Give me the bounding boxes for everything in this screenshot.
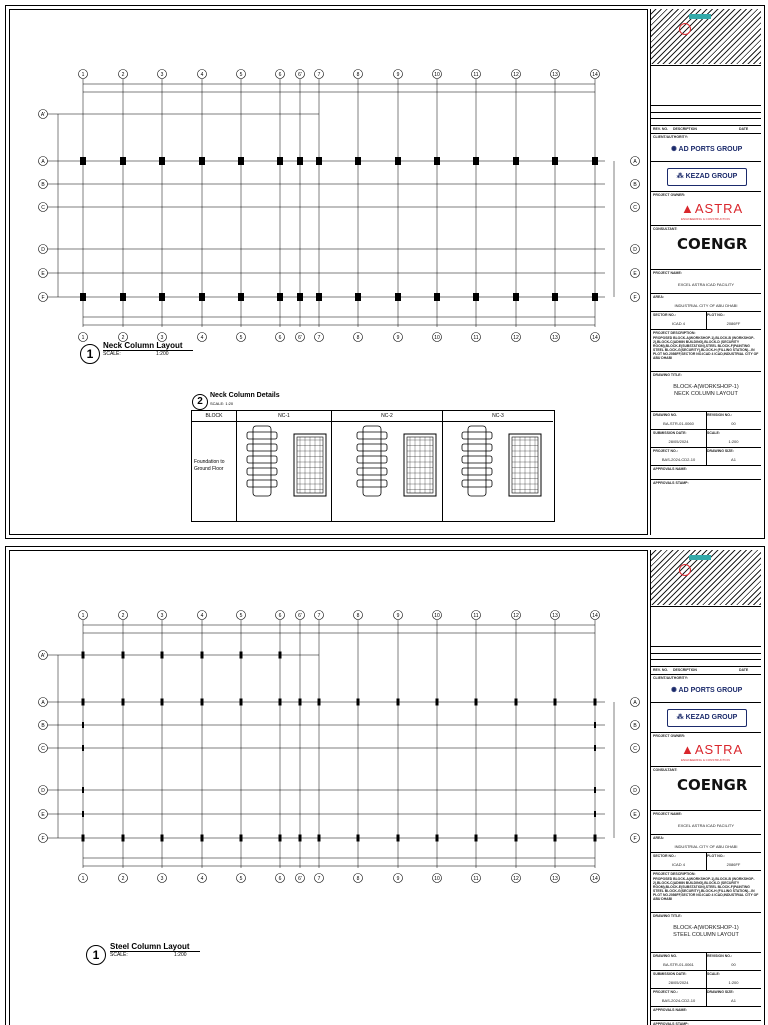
neck-column-2-A	[120, 157, 126, 165]
details-header-nc3: NC-3	[443, 411, 553, 422]
steel-column-14-A	[594, 699, 597, 706]
steel-column-aprime-4	[240, 652, 243, 659]
key-map-tag	[689, 555, 711, 560]
general-notes	[651, 65, 761, 106]
sector-label: SECTOR NO.:	[653, 313, 676, 317]
grid-label-bottom-1: 1	[81, 335, 85, 341]
submission-date: 28/05/2024	[668, 439, 689, 444]
grid-label-left-C: C	[41, 205, 45, 211]
submission-date: 28/05/2024	[668, 980, 689, 985]
description-label: PROJECT DESCRIPTION:	[653, 872, 696, 876]
key-map-highlight	[679, 23, 691, 35]
scale-value: 1:200	[728, 980, 739, 985]
neck-column-3-A	[159, 157, 165, 165]
grid-label-bottom-8: 8	[356, 335, 360, 341]
description-label: PROJECT DESCRIPTION:	[653, 331, 696, 335]
date-label: SUBMISSION DATE:	[653, 431, 687, 435]
neck-column-9-F	[395, 293, 401, 301]
area-value: INDUSTRIAL CITY OF ABU DHABI	[674, 303, 738, 308]
steel-column-9-F	[397, 835, 400, 842]
neck-column-8-A	[355, 157, 361, 165]
kezad-logo: ⁂ KEZAD GROUP	[667, 709, 747, 727]
neck-column-12-A	[513, 157, 519, 165]
caption-underline	[110, 951, 200, 952]
drawing-size-label: DRAWING SIZE:	[707, 449, 734, 453]
grid-label-bottom-13: 13	[552, 335, 558, 341]
neck-column-8-F	[355, 293, 361, 301]
steel-column-8-A	[357, 699, 360, 706]
caption-number: 1	[80, 344, 100, 364]
client-label: CLIENT/AUTHORITY:	[653, 135, 688, 139]
plot-label: PLOT NO.:	[707, 313, 725, 317]
grid-label-bottom-1: 1	[81, 876, 85, 882]
grid-label-left-E: E	[41, 812, 45, 818]
steel-column-10-F	[436, 835, 439, 842]
steel-column-5-F	[240, 835, 243, 842]
neck-column-4-A	[199, 157, 205, 165]
steel-column-9-A	[397, 699, 400, 706]
steel-column-6-A	[279, 699, 282, 706]
drawing-title: BLOCK-A(WORKSHOP-1) STEEL COLUMN LAYOUT	[673, 925, 739, 938]
neck-column-10-F	[434, 293, 440, 301]
consultant-label: CONSULTANT:	[653, 227, 678, 231]
grid-label-left-D: D	[41, 788, 45, 794]
steel-column-plan	[6, 547, 646, 897]
steel-column-edge-right	[594, 811, 596, 817]
grid-label-top-1: 1	[81, 72, 85, 78]
sheet-2	[5, 546, 765, 1025]
drawing-no-label: DRAWING NO.	[653, 954, 678, 958]
ad-ports-logo: ✺ AD PORTS GROUP	[671, 687, 743, 694]
revision-table	[651, 646, 761, 667]
project-no-label: PROJECT NO.:	[653, 990, 678, 994]
grid-label-left-A: A	[41, 700, 45, 706]
kezad-logo: ⁂ KEZAD GROUP	[667, 168, 747, 186]
caption-scale-value: 1:200	[156, 351, 169, 357]
grid-label-top-6': 6'	[298, 613, 302, 619]
project-name: EXCEL ASTRA ICAD FACILITY	[677, 282, 735, 287]
caption-scale-value: 1:200	[174, 952, 187, 958]
approvals-stamp-label: APPROVALS STAMP:	[653, 481, 689, 485]
grid-label-top-12: 12	[513, 72, 519, 78]
details-header-nc1: NC-1	[237, 411, 332, 422]
revision-value: 00	[731, 962, 736, 967]
grid-label-right-C: C	[633, 205, 637, 211]
project-name: EXCEL ASTRA ICAD FACILITY	[677, 823, 735, 828]
neck-column-3-F	[159, 293, 165, 301]
steel-column-12-A	[515, 699, 518, 706]
revision-no-label: REVISION NO.:	[707, 413, 733, 417]
steel-column-1-F	[82, 835, 85, 842]
scale-label: SCALE:	[707, 431, 721, 435]
rebar-tie	[247, 468, 277, 475]
grid-label-left-B: B	[41, 182, 45, 188]
rebar-tie	[462, 456, 492, 463]
date-label: SUBMISSION DATE:	[653, 972, 687, 976]
rebar-tie	[357, 444, 387, 451]
grid-label-bottom-9: 9	[396, 335, 400, 341]
steel-column-13-A	[554, 699, 557, 706]
grid-label-bottom-6: 6	[278, 335, 282, 341]
grid-label-left-A': A'	[40, 112, 46, 118]
owner-label: PROJECT OWNER:	[653, 193, 686, 197]
details-row-label: Foundation to Ground Floor	[194, 459, 225, 472]
steel-column-aprime-3	[201, 652, 204, 659]
grid-label-right-F: F	[633, 836, 637, 842]
grid-label-bottom-11: 11	[473, 335, 479, 341]
neck-column-6-F	[277, 293, 283, 301]
steel-column-4-A	[201, 699, 204, 706]
steel-column-aprime-1	[122, 652, 125, 659]
rebar-tie	[247, 432, 277, 439]
grid-label-bottom-12: 12	[513, 876, 519, 882]
steel-column-3-A	[161, 699, 164, 706]
neck-column-details-table	[191, 410, 555, 522]
neck-column-4-F	[199, 293, 205, 301]
rebar-cage	[468, 426, 486, 496]
details-header-block: BLOCK	[192, 411, 237, 422]
revision-value: 00	[731, 421, 736, 426]
steel-column-13-F	[554, 835, 557, 842]
grid-label-right-F: F	[633, 295, 637, 301]
steel-column-6'-F	[299, 835, 302, 842]
grid-label-top-8: 8	[356, 72, 360, 78]
grid-label-bottom-14: 14	[592, 335, 598, 341]
consultant-label: CONSULTANT:	[653, 768, 678, 772]
grid-label-right-B: B	[633, 723, 637, 729]
drawing-size-label: DRAWING SIZE:	[707, 990, 734, 994]
grid-label-bottom-4: 4	[200, 876, 204, 882]
grid-label-bottom-13: 13	[552, 876, 558, 882]
caption-underline	[103, 350, 193, 351]
grid-label-right-A: A	[633, 159, 637, 165]
neck-column-11-A	[473, 157, 479, 165]
caption-scale-label: SCALE:	[110, 952, 128, 958]
plot-value: 2086FF	[726, 862, 741, 867]
grid-label-top-14: 14	[592, 613, 598, 619]
grid-label-bottom-12: 12	[513, 335, 519, 341]
steel-column-edge-left	[82, 787, 84, 793]
grid-label-top-1: 1	[81, 613, 85, 619]
key-map	[651, 550, 761, 605]
grid-label-left-A: A	[41, 159, 45, 165]
steel-column-1-A	[82, 699, 85, 706]
steel-column-14-F	[594, 835, 597, 842]
key-map-tag	[689, 14, 711, 19]
grid-label-bottom-5: 5	[239, 876, 243, 882]
grid-label-bottom-3: 3	[160, 335, 164, 341]
steel-column-edge-left	[82, 745, 84, 751]
grid-label-left-D: D	[41, 247, 45, 253]
steel-column-12-F	[515, 835, 518, 842]
date-label: DATE	[739, 668, 749, 672]
grid-label-bottom-6': 6'	[298, 335, 302, 341]
steel-column-edge-left	[82, 811, 84, 817]
details-scale: SCALE: 1:20	[210, 401, 234, 406]
grid-label-bottom-6': 6'	[298, 876, 302, 882]
neck-column-10-A	[434, 157, 440, 165]
grid-label-left-B: B	[41, 723, 45, 729]
project-no-label: PROJECT NO.:	[653, 449, 678, 453]
project-name-label: PROJECT NAME:	[653, 812, 682, 816]
grid-label-bottom-7: 7	[317, 335, 321, 341]
steel-column-edge-right	[594, 722, 596, 728]
owner-label: PROJECT OWNER:	[653, 734, 686, 738]
steel-column-2-F	[122, 835, 125, 842]
details-header-nc2: NC-2	[332, 411, 443, 422]
rev-no-label: REV. NO.	[653, 668, 669, 672]
grid-label-bottom-10: 10	[434, 876, 440, 882]
grid-label-right-A: A	[633, 700, 637, 706]
steel-column-2-A	[122, 699, 125, 706]
neck-column-6-A	[277, 157, 283, 165]
grid-label-left-A': A'	[40, 653, 46, 659]
grid-label-top-11: 11	[473, 613, 479, 619]
grid-label-bottom-10: 10	[434, 335, 440, 341]
ad-ports-logo: ✺ AD PORTS GROUP	[671, 146, 743, 153]
grid-label-right-C: C	[633, 746, 637, 752]
grid-label-top-4: 4	[200, 613, 204, 619]
neck-column-14-A	[592, 157, 598, 165]
rebar-tie	[247, 480, 277, 487]
grid-label-top-8: 8	[356, 613, 360, 619]
grid-label-top-9: 9	[396, 72, 400, 78]
coengr-logo: COENGR	[677, 776, 748, 794]
project-description: PROPOSED BLOCK-A(WORKSHOP-1),BLOCK-B (WORKSHOP-2),BLOCK-C(ADMIN BUILDING),BLOCK-D (SECURITY ROOM),BLOCK-E(SUBSTATION),STEEL BLOCK-F(PAINTING STEEL BLOCK-G(SECURITY),BLOCK-H (FILLING STATION)...IN PLOT NO.2086FF,SECTOR NO.ICAD 4 ICAD,INDUSTRIAL CITY OF ABU DHABI	[653, 877, 759, 901]
neck-column-9-A	[395, 157, 401, 165]
grid-label-top-3: 3	[160, 72, 164, 78]
steel-column-5-A	[240, 699, 243, 706]
steel-column-aprime-5	[279, 652, 282, 659]
steel-column-aprime-0	[82, 652, 85, 659]
grid-label-top-10: 10	[434, 72, 440, 78]
approvals-stamp-label: APPROVALS STAMP:	[653, 1022, 689, 1025]
grid-label-left-F: F	[41, 295, 45, 301]
area-label: AREA:	[653, 836, 665, 840]
rebar-tie	[247, 456, 277, 463]
steel-column-7-F	[318, 835, 321, 842]
date-label: DATE	[739, 127, 749, 131]
rebar-tie	[462, 432, 492, 439]
title-block	[650, 550, 761, 1025]
grid-label-top-6': 6'	[298, 72, 302, 78]
scale-label: SCALE:	[707, 972, 721, 976]
key-map-highlight	[679, 564, 691, 576]
details-number: 2	[192, 394, 208, 410]
sector-value: ICAD 4	[672, 321, 685, 326]
grid-label-top-5: 5	[239, 72, 243, 78]
grid-label-right-D: D	[633, 247, 637, 253]
astra-subtitle: ENGINEERING & CONSTRUCTION	[681, 217, 730, 221]
grid-label-bottom-14: 14	[592, 876, 598, 882]
general-notes	[651, 606, 761, 647]
steel-column-edge-right	[594, 745, 596, 751]
grid-label-right-D: D	[633, 788, 637, 794]
steel-column-edge-right	[594, 787, 596, 793]
plot-value: 2086FF	[726, 321, 741, 326]
steel-column-aprime-2	[161, 652, 164, 659]
neck-column-1-F	[80, 293, 86, 301]
approvals-label: APPROVALS NAME:	[653, 467, 687, 471]
neck-column-12-F	[513, 293, 519, 301]
project-description: PROPOSED BLOCK-A(WORKSHOP-1),BLOCK-B (WORKSHOP-2),BLOCK-C(ADMIN BUILDING),BLOCK-D (SECURITY ROOM),BLOCK-E(SUBSTATION),STEEL BLOCK-F(PAINTING STEEL BLOCK-G(SECURITY),BLOCK-H (FILLING STATION)...IN PLOT NO.2086FF,SECTOR NO.ICAD 4 ICAD,INDUSTRIAL CITY OF ABU DHABI	[653, 336, 759, 360]
key-map	[651, 9, 761, 64]
grid-label-top-11: 11	[473, 72, 479, 78]
project-no: BAS-2024-CD2-10	[661, 998, 696, 1003]
grid-label-top-14: 14	[592, 72, 598, 78]
astra-logo: ▲ASTRA	[681, 201, 744, 216]
grid-label-top-6: 6	[278, 613, 282, 619]
grid-label-right-E: E	[633, 812, 637, 818]
neck-column-13-F	[552, 293, 558, 301]
grid-label-bottom-9: 9	[396, 876, 400, 882]
grid-label-top-3: 3	[160, 613, 164, 619]
details-title: Neck Column Details	[210, 392, 280, 399]
grid-label-top-9: 9	[396, 613, 400, 619]
caption-title: Steel Column Layout	[110, 942, 190, 951]
drawing-no: BA-STR-01-0061	[663, 962, 694, 967]
caption-scale-label: SCALE:	[103, 351, 121, 357]
steel-column-8-F	[357, 835, 360, 842]
grid-label-left-C: C	[41, 746, 45, 752]
grid-label-top-13: 13	[552, 72, 558, 78]
drawing-no-label: DRAWING NO.	[653, 413, 678, 417]
steel-column-edge-left	[82, 722, 84, 728]
rebar-tie	[462, 444, 492, 451]
area-value: INDUSTRIAL CITY OF ABU DHABI	[674, 844, 738, 849]
grid-label-top-4: 4	[200, 72, 204, 78]
revision-no-label: REVISION NO.:	[707, 954, 733, 958]
neck-column-5-F	[238, 293, 244, 301]
sector-label: SECTOR NO.:	[653, 854, 676, 858]
neck-column-7-F	[316, 293, 322, 301]
rebar-tie	[357, 432, 387, 439]
rebar-cage	[253, 426, 271, 496]
approvals-label: APPROVALS NAME:	[653, 1008, 687, 1012]
grid-label-bottom-5: 5	[239, 335, 243, 341]
scale-value: 1:200	[728, 439, 739, 444]
caption-title: Neck Column Layout	[103, 341, 183, 350]
grid-label-top-7: 7	[317, 72, 321, 78]
neck-column-1-A	[80, 157, 86, 165]
rebar-tie	[462, 468, 492, 475]
grid-label-left-E: E	[41, 271, 45, 277]
steel-column-6-F	[279, 835, 282, 842]
drawing-title-label: DRAWING TITLE:	[653, 914, 682, 918]
project-no: BAS-2024-CD2-10	[661, 457, 696, 462]
area-label: AREA:	[653, 295, 665, 299]
rebar-tie	[462, 480, 492, 487]
grid-label-top-13: 13	[552, 613, 558, 619]
grid-label-top-2: 2	[121, 613, 125, 619]
drawing-size: A1	[731, 457, 736, 462]
grid-label-top-10: 10	[434, 613, 440, 619]
grid-label-bottom-11: 11	[473, 876, 479, 882]
steel-column-6'-A	[299, 699, 302, 706]
grid-label-top-5: 5	[239, 613, 243, 619]
sector-value: ICAD 4	[672, 862, 685, 867]
grid-label-bottom-7: 7	[317, 876, 321, 882]
grid-label-bottom-8: 8	[356, 876, 360, 882]
neck-column-2-F	[120, 293, 126, 301]
plot-label: PLOT NO.:	[707, 854, 725, 858]
grid-label-right-E: E	[633, 271, 637, 277]
grid-label-left-F: F	[41, 836, 45, 842]
drawing-title-label: DRAWING TITLE:	[653, 373, 682, 377]
neck-column-plan	[6, 6, 646, 356]
steel-column-4-F	[201, 835, 204, 842]
client-label: CLIENT/AUTHORITY:	[653, 676, 688, 680]
grid-label-top-6: 6	[278, 72, 282, 78]
neck-column-11-F	[473, 293, 479, 301]
sheet-1	[5, 5, 765, 539]
drawing-size: A1	[731, 998, 736, 1003]
neck-column-5-A	[238, 157, 244, 165]
grid-label-top-7: 7	[317, 613, 321, 619]
steel-column-10-A	[436, 699, 439, 706]
title-block	[650, 9, 761, 535]
grid-label-bottom-2: 2	[121, 876, 125, 882]
rebar-tie	[357, 468, 387, 475]
rebar-details-drawing	[237, 422, 553, 520]
drawing-title: BLOCK-A(WORKSHOP-1) NECK COLUMN LAYOUT	[673, 384, 739, 397]
rebar-tie	[357, 480, 387, 487]
desc-label: DESCRIPTION	[673, 127, 697, 131]
steel-column-11-F	[475, 835, 478, 842]
grid-label-bottom-2: 2	[121, 335, 125, 341]
drawing-no: BA-STR-01-0060	[663, 421, 694, 426]
neck-column-13-A	[552, 157, 558, 165]
grid-label-right-B: B	[633, 182, 637, 188]
neck-column-7-A	[316, 157, 322, 165]
rev-no-label: REV. NO.	[653, 127, 669, 131]
grid-label-top-12: 12	[513, 613, 519, 619]
neck-column-14-F	[592, 293, 598, 301]
grid-label-bottom-4: 4	[200, 335, 204, 341]
grid-label-bottom-6: 6	[278, 876, 282, 882]
astra-logo: ▲ASTRA	[681, 742, 744, 757]
grid-label-bottom-3: 3	[160, 876, 164, 882]
project-name-label: PROJECT NAME:	[653, 271, 682, 275]
rebar-tie	[357, 456, 387, 463]
caption-number: 1	[86, 945, 106, 965]
desc-label: DESCRIPTION	[673, 668, 697, 672]
rebar-cage	[363, 426, 381, 496]
steel-column-7-A	[318, 699, 321, 706]
revision-table	[651, 105, 761, 126]
coengr-logo: COENGR	[677, 235, 748, 253]
neck-column-6'-F	[297, 293, 303, 301]
neck-column-6'-A	[297, 157, 303, 165]
rebar-tie	[247, 444, 277, 451]
astra-subtitle: ENGINEERING & CONSTRUCTION	[681, 758, 730, 762]
steel-column-11-A	[475, 699, 478, 706]
grid-label-top-2: 2	[121, 72, 125, 78]
steel-column-3-F	[161, 835, 164, 842]
